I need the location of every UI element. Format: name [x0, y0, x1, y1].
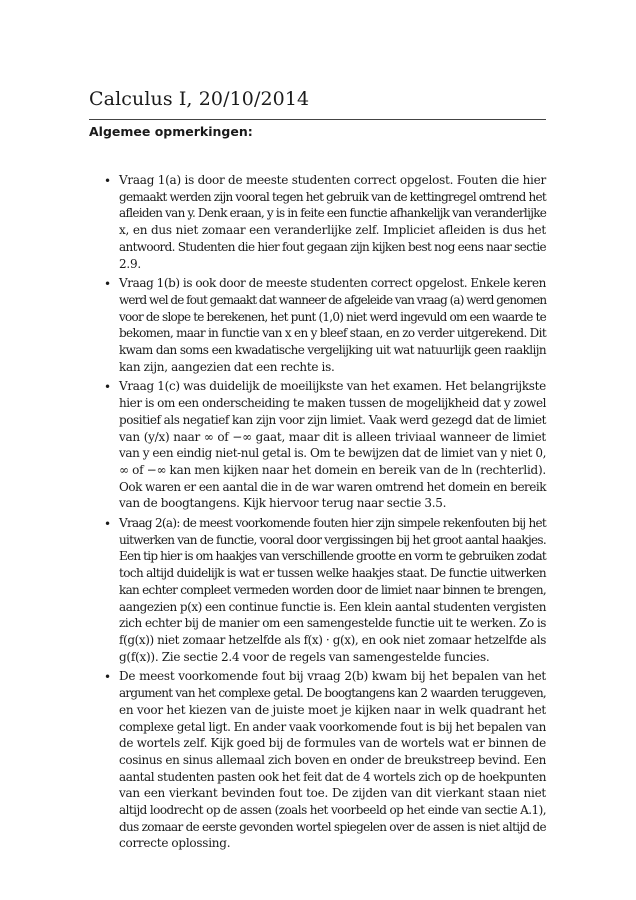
text-line: Vraag 1(b) is ook door de meeste studenten correct opgelost. Enkele keren [119, 276, 546, 291]
text-line: de wortels zelf. Kijk goed bij de formules van de wortels wat er binnen de [119, 736, 546, 751]
text-line: correcte oplossing. [119, 836, 231, 851]
bullet-icon: • [104, 670, 112, 685]
text-line: voor de slope te berekenen, het punt (1,0) niet werd ingevuld om een waarde te [119, 309, 546, 324]
text-line: kwam dan soms een kwadatische vergelijking uit wat natuurlijk geen raaklijn [119, 343, 546, 358]
text-line: complexe getal ligt. En ander vaak voorkomende fout is bij het bepalen van [119, 719, 546, 734]
text-line: De meest voorkomende fout bij vraag 2(b) kwam bij het bepalen van het [119, 669, 546, 684]
text-line: Vraag 1(c) was duidelijk de moeilijkste van het examen. Het belangrijkste [119, 379, 546, 394]
text-line: zich echter bij de manier om een samengestelde functie uit te werken. Zo is [119, 616, 546, 631]
text-line: werd wel de fout gemaakt dat wanneer de afgeleide van vraag (a) werd genomen [119, 292, 547, 307]
text-line: aantal studenten pasten ook het feit dat de 4 wortels zich op de hoekpunten [119, 769, 546, 784]
text-line: cosinus en sinus allemaal zich boven en onder de breukstreep bevind. Een [119, 752, 546, 767]
text-line: van y een eindig niet-nul getal is. Om te bewijzen dat de limiet van y niet 0, [119, 446, 546, 461]
page-title: Calculus I, 20/10/2014 [89, 88, 310, 110]
text-line: dus zomaar de eerste gevonden wortel spiegelen over de assen is niet altijd de [119, 819, 546, 834]
text-line: en voor het kiezen van de juiste moet je kijken naar in welk quadrant het [119, 702, 546, 717]
text-line: gemaakt werden zijn vooral tegen het gebruik van de kettingregel omtrend het [119, 189, 546, 204]
remark-item-1 [104, 172, 546, 272]
text-line: uitwerken van de functie, vooral door vergissingen bij het groot aantal haakjes. [119, 532, 546, 547]
text-line: altijd loodrecht op de assen (zoals het voorbeeld op het einde van sectie A.1), [119, 803, 546, 818]
text-line: Ook waren er een aantal die in de war waren omtrend het domein en bereik [119, 479, 546, 494]
text-line: argument van het complexe getal. De boogtangens kan 2 waarden teruggeven, [119, 686, 546, 701]
text-line: kan echter compleet vermeden worden door de limiet naar binnen te brengen, [119, 582, 546, 597]
text-line: Vraag 2(a): de meest voorkomende fouten hier zijn simpele rekenfouten bij het [119, 516, 546, 531]
text-line: antwoord. Studenten die hier fout gegaan zijn kijken best nog eens naar sectie [119, 239, 546, 254]
text-line: positief als negatief kan zijn voor zijn limiet. Vaak werd gezegd dat de limiet [119, 412, 546, 427]
text-line: 2.9. [119, 256, 141, 271]
title-rule [89, 119, 546, 120]
text-line: x, en dus niet zomaar een veranderlijke zelf. Impliciet afleiden is dus het [119, 223, 546, 238]
section-heading: Algemee opmerkingen: [89, 124, 253, 139]
text-line: van een vierkant bevinden fout toe. De zijden van dit vierkant staan niet [119, 786, 546, 801]
text-line: toch altijd duidelijk is wat er tussen welke haakjes staat. De functie uitwerken [119, 566, 546, 581]
text-line: hier is om een onderscheiding te maken tussen de mogelijkheid dat y zowel [119, 396, 546, 411]
remark-item-2 [104, 275, 546, 375]
text-line: van de boogtangens. Kijk hiervoor terug naar sectie 3.5. [119, 496, 447, 511]
text-line: Vraag 1(a) is door de meeste studenten correct opgelost. Fouten die hier [119, 173, 546, 187]
text-line: bekomen, maar in functie van x en y bleef staan, en zo verder uitgerekend. Dit [119, 326, 546, 341]
text-line: kan zijn, aangezien dat een rechte is. [119, 359, 335, 374]
text-line: afleiden van y. Denk eraan, y is in feite een functie afhankelijk van veranderlijke [119, 206, 547, 221]
bullet-icon: • [104, 517, 112, 532]
remark-item-5 [104, 668, 546, 852]
text-line: Een tip hier is om haakjes van verschillende grootte en vorm te gebruiken zodat [119, 549, 546, 564]
bullet-icon: • [104, 380, 112, 395]
bullet-icon: • [104, 277, 112, 292]
text-line: g(f(x)). Zie sectie 2.4 voor de regels van samengestelde funcies. [119, 649, 490, 664]
remark-item-4 [104, 515, 546, 665]
text-line: ∞ of −∞ kan men kijken naar het domein en bereik van de ln (rechterlid). [119, 462, 546, 477]
remark-item-3 [104, 378, 546, 512]
text-line: van (y/x) naar ∞ of −∞ gaat, maar dit is alleen triviaal wanneer de limiet [119, 429, 546, 444]
bullet-icon: • [104, 174, 112, 188]
text-line: aangezien p(x) een continue functie is. Een klein aantal studenten vergisten [119, 599, 546, 614]
remarks-list [104, 172, 546, 855]
text-line: f(g(x)) niet zomaar hetzelfde als f(x) · g(x), en ook niet zomaar hetzelfde als [119, 632, 546, 647]
